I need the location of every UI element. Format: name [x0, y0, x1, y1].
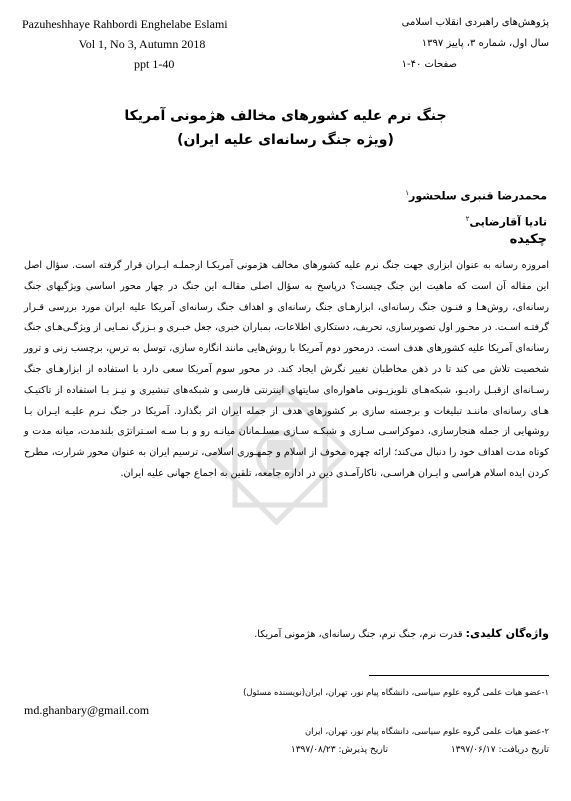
journal-name-fa: پژوهش‌های راهبردی انقلاب اسلامی [401, 17, 549, 28]
footnote-1: ۱-عضو هیات علمی گروه علوم سیاسی، دانشگاه پیام نور، تهران، ایران(نویسنده مسئول) [243, 687, 549, 697]
author-email: md.ghanbary@gmail.com [24, 703, 150, 717]
abstract-heading: چکیده [509, 232, 547, 247]
footnote-divider [369, 675, 549, 676]
header-persian [339, 12, 549, 75]
journal-name-en: Pazuheshhaye Rahbordi Enghelabe Eslami [22, 17, 228, 31]
keywords [24, 624, 549, 645]
volume-info-en: Vol 1, No 3, Autumn 2018 [78, 37, 206, 51]
author-list [287, 182, 547, 233]
author-2-mark: ۲ [465, 214, 470, 223]
abstract-text: امروزه رسانه به عنوان ابزاری جهت جنگ نرم علیه کشورهای مخالف هژمونی آمریکـا ازجملـه ایـران قرار گرفته است. سؤال اصل این مقاله آن است که ماهیت این جنگ چیست؟ درپاسخ به سؤال اصلی مقالـه این جنگ در چهار محور اساسی ویژگیهای جنگ رسانه‌ای، روش‌هـا و فنـون جنگ رسانه‌ای، ابزارهـای جنگ رسانه‌ای و اهداف جنگ رسانه‌ای آمریکا علیه ایران مورد بررسی قـرار گرفتـه اسـت. در محـور اول تصویرسازی، تحریف، دستکاری اطلاعات، بمباران خبری، جعل خبـری و بـزرگ نمـایی از ویژگـی‌هـای جنگ رسانه‌ای آمریکا علیه کشورهای هدف است. درمحور دوم آمریکا با روش‌هایی مانند انگاره سازی، توسل به ترس، برچسب زنی و ترور شخصیت تلاش می کند تا در ذهن مخاطبان تغییر نگرش ایجاد کند. در محور سوم آمریکا سعی دارد با استفاده از ابزارهـای جنگ رسـانه‌ای ازقبـل رادیـو، شبکه‌هـای تلویزیـونی ماهواره‌ای سایتهای اینترنتی فارسی و شبکه‌های تبشیری و نیـز بـا استفاده از تاکتیـک هـای رسانه‌ای ماننـد تبلیغات و برجسته سازی بر کشورهای هدف از جمله ایران اثر بگذارد. آمریکا در جنگ نـرم علیـه ایـران بـا روشهایی از جمله هنجارسازی، دموکراسـی سـازی و شبکـه سـازی مسلـمانان میانـه رو و بـا سـه اسـتراتژی بلندمدت، میانه مدت و کوتاه مدت اهداف خود را دنبال می‌کند؛ ارائه چهره مخوف از اسلام و جمهـوری اسلامی، ترسیم ایران به عنوان محور شرارت، مطرح کردن ایده اسلام هراسی و ایـران هراسـی، ناکارآمـدی دین در اداره جامعه، تلقین به اجماع جهانی علیه ایران. [23, 260, 549, 479]
accepted-date: تاریخ پذیرش: ۱۳۹۷/۰۸/۲۳ [290, 745, 388, 755]
title-main: جنگ نرم علیه کشورهای مخالف هژمونی آمریکا [124, 108, 447, 124]
author-2-name: نادیا آقارضایی [469, 215, 547, 229]
author-2 [287, 208, 547, 234]
submission-dates [40, 745, 549, 755]
author-1-name: محمدرضا قنبری سلحشور [409, 189, 547, 203]
keywords-label: واژه‌گان کلیدی: [465, 627, 549, 640]
pages-en: ppt 1-40 [134, 57, 175, 71]
pages-fa: صفحات ۴۰-۱ [401, 59, 457, 70]
keywords-text: قدرت نرم، جنگ نرم، جنگ رسانه‌ای، هژمونی آمریکا. [254, 629, 466, 640]
author-1 [287, 182, 547, 208]
title-sub: (ویژه جنگ رسانه‌ای علیه ایران) [177, 132, 394, 148]
author-1-mark: ۱ [405, 189, 410, 197]
received-date: تاریخ دریافت: ۱۳۹۷/۰۶/۱۷ [450, 745, 549, 755]
header-english [22, 14, 242, 74]
volume-info-fa: سال اول، شماره ۳، پاییز ۱۳۹۷ [421, 38, 549, 49]
paper-title [30, 104, 541, 152]
footnote-2: ۲-عضو هیات علمی گروه علوم سیاسی، دانشگاه پیام نور، تهران، ایران [305, 726, 549, 736]
